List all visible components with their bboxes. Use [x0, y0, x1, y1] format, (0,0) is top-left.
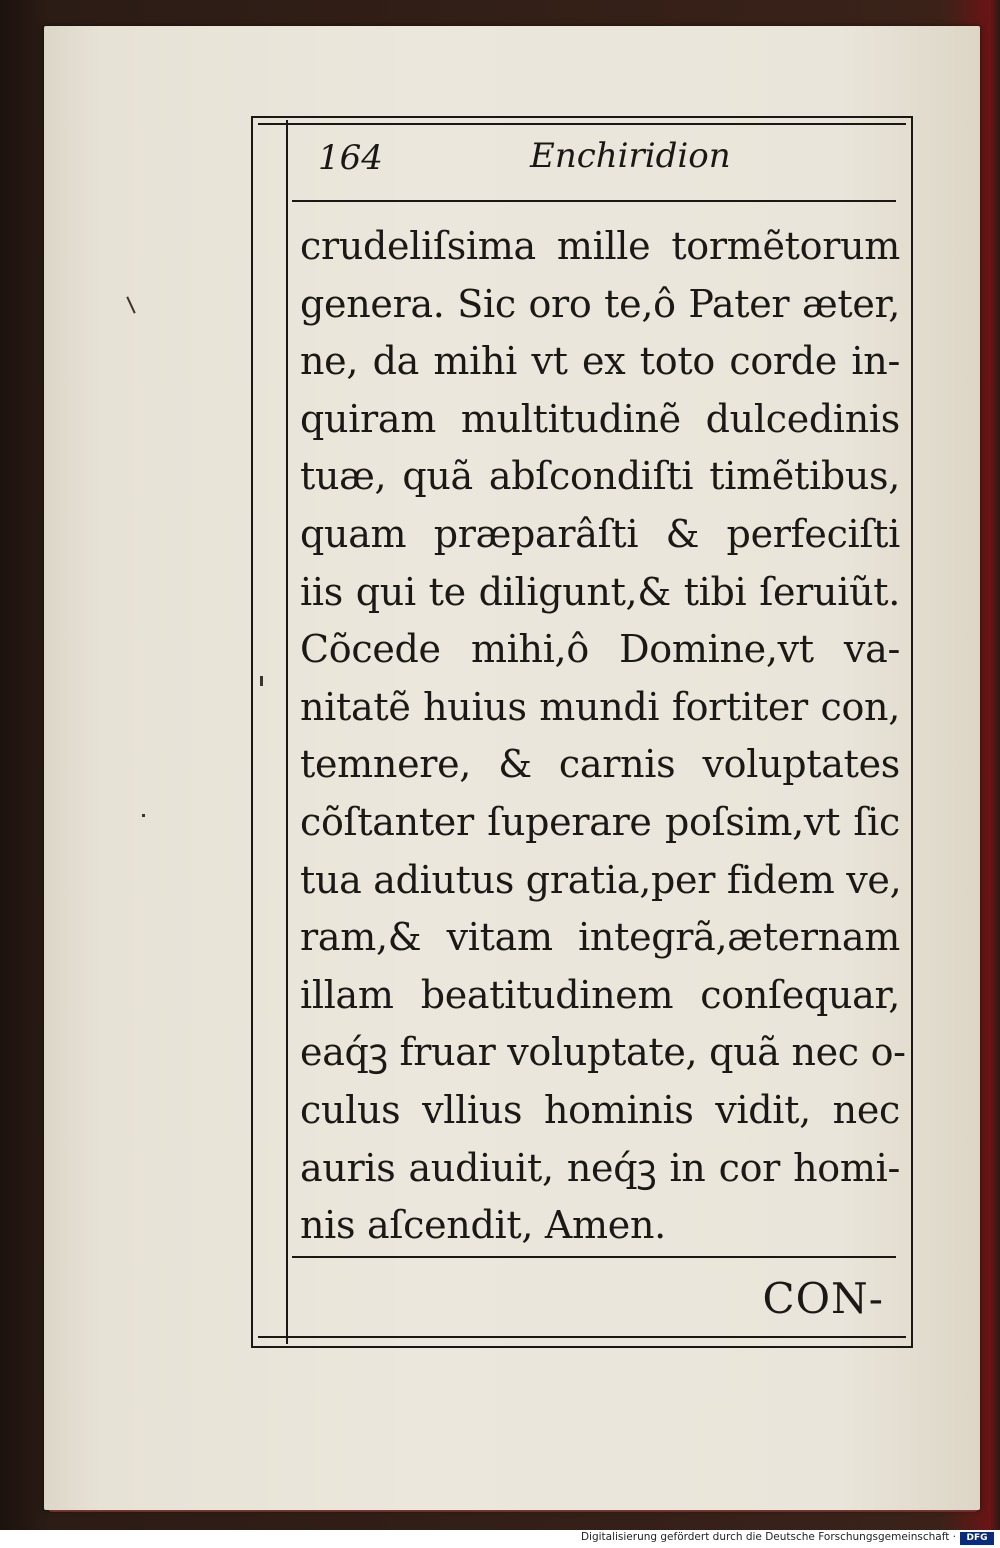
text-line: cõſtanter ſuperare poſsim,vt ſic [300, 799, 900, 844]
text-line: culus vllius hominis vidit, nec [300, 1087, 900, 1132]
dfg-logo-icon: DFG [960, 1532, 994, 1545]
text-line: auris audiuit, neq́ꝫ in cor homi- [300, 1145, 900, 1190]
text-line: illam beatitudinem conſequar, [300, 972, 900, 1017]
text-line: crudeliſsima mille tormẽtorum [300, 224, 900, 268]
text-line: tua adiutus gratia,per fidem ve, [300, 857, 902, 902]
running-head: Enchiridion [530, 136, 731, 176]
text-line: temnere, & carnis voluptates [300, 742, 900, 787]
frame-bottom-inner-rule [258, 1336, 906, 1338]
text-line: iis qui te diligunt,& tibi ſeruiũt. [300, 569, 900, 614]
digitization-credit: Digitalisierung gefördert durch die Deutsche Forschungsgemeinschaft · [580, 1531, 956, 1543]
body-text [300, 218, 906, 1255]
text-line: Cõcede mihi,ô Domine,vt va- [300, 627, 900, 672]
frame-inner-top-rule [258, 123, 906, 125]
text-line: eaq́ꝫ fruar voluptate, quã nec o- [300, 1030, 906, 1075]
text-line: ram,& vitam integrã,æternam [300, 915, 900, 960]
text-line: tuæ, quã abſcondiſti timẽtibus, [300, 454, 900, 499]
page-number: 164 [318, 138, 383, 178]
text-line: genera. Sic oro te,ô Pater æter, [300, 281, 900, 326]
catchword: CON- [762, 1274, 884, 1323]
ink-mark [142, 814, 145, 817]
text-line: quam præparâſti & perfeciſti [300, 511, 900, 556]
frame-inner-left-rule [286, 120, 288, 1344]
text-line: ne, da mihi vt ex toto corde in- [300, 339, 900, 384]
ink-mark [260, 676, 263, 686]
text-line: nis aſcendit, Amen. [300, 1203, 666, 1248]
footer-rule [292, 1256, 896, 1258]
header-rule [292, 200, 896, 202]
text-line: quiram multitudinẽ dulcedinis [300, 396, 900, 441]
text-line: nitatẽ huius mundi fortiter con, [300, 684, 900, 729]
